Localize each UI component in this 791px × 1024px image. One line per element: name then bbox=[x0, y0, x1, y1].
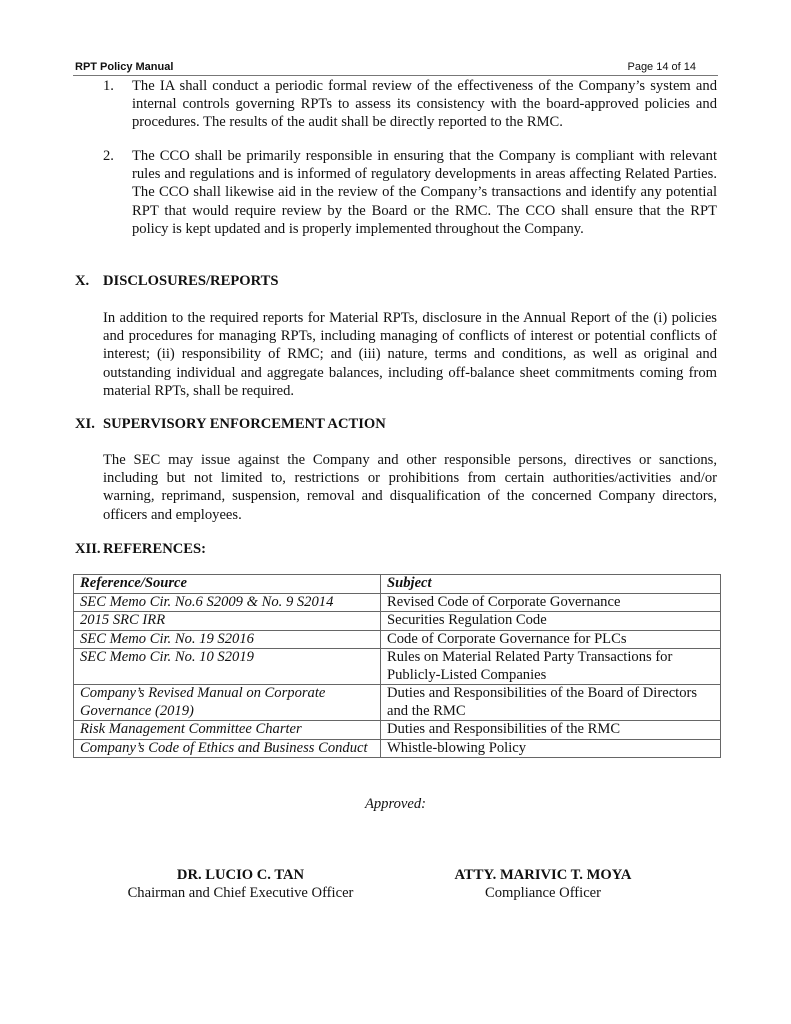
table-row bbox=[74, 630, 721, 649]
numbered-item bbox=[103, 147, 717, 238]
approved-label: Approved: bbox=[364, 796, 427, 812]
signatory-title: Compliance Officer bbox=[484, 885, 602, 901]
table-row bbox=[74, 612, 721, 631]
section-number: XII. bbox=[75, 541, 101, 557]
subject-cell: Rules on Material Related Party Transactions for Publicly-Listed Companies bbox=[381, 649, 721, 685]
section-title: SUPERVISORY ENFORCEMENT ACTION bbox=[103, 416, 386, 432]
reference-cell: Risk Management Committee Charter bbox=[74, 721, 381, 740]
column-header-subject: Subject bbox=[381, 575, 721, 594]
document-title: RPT Policy Manual bbox=[75, 61, 174, 73]
item-text: The IA shall conduct a periodic formal review of the effectiveness of the Company’s system and internal controls governing RPTs to assess its consistency with the board-approved policies and procedures. The results of the audit shall be directly reported to the RMC. bbox=[132, 78, 717, 131]
subject-cell: Revised Code of Corporate Governance bbox=[381, 593, 721, 612]
item-text: The CCO shall be primarily responsible in ensuring that the Company is compliant with relevant rules and regulations and is informed of regulatory developments in areas affecting Related Parties. The CCO shall likewise aid in the review of the Company’s transactions and identify any potential RPT that would require review by the Board or the RMC. The CCO shall ensure that the RPT policy is kept updated and is properly implemented throughout the Company. bbox=[132, 148, 717, 237]
section-heading-enforcement bbox=[75, 415, 386, 433]
subject-cell: Whistle-blowing Policy bbox=[381, 739, 721, 758]
subject-cell: Duties and Responsibilities of the Board of Directors and the RMC bbox=[381, 685, 721, 721]
table-row bbox=[74, 685, 721, 721]
reference-cell: 2015 SRC IRR bbox=[74, 612, 381, 631]
reference-cell: Company’s Code of Ethics and Business Conduct bbox=[74, 739, 381, 758]
signatory-block bbox=[118, 866, 363, 902]
reference-cell: SEC Memo Cir. No.6 S2009 & No. 9 S2014 bbox=[74, 593, 381, 612]
section-number: X. bbox=[75, 273, 90, 289]
reference-cell: SEC Memo Cir. No. 19 S2016 bbox=[74, 630, 381, 649]
signatory-title: Chairman and Chief Executive Officer bbox=[127, 885, 354, 901]
subject-cell: Code of Corporate Governance for PLCs bbox=[381, 630, 721, 649]
section-number: XI. bbox=[75, 416, 95, 432]
subject-cell: Securities Regulation Code bbox=[381, 612, 721, 631]
signatory-name: DR. LUCIO C. TAN bbox=[176, 867, 305, 883]
references-table bbox=[73, 574, 721, 758]
section-title: DISCLOSURES/REPORTS bbox=[103, 273, 279, 289]
section-heading-disclosures bbox=[75, 272, 278, 290]
page-number: Page 14 of 14 bbox=[627, 61, 696, 73]
subject-cell: Duties and Responsibilities of the RMC bbox=[381, 721, 721, 740]
section-body-disclosures: In addition to the required reports for Material RPTs, disclosure in the Annual Report of the (i) policies and procedures for managing RPTs, including managing of conflicts of interest or potential conflicts of interest; (ii) responsibility of RMC; and (iii) nature, terms and conditions, as well as original and outstanding individual and aggregate balances, including off-balance sheet commitments coming from material RPTs, shall be required. bbox=[103, 310, 717, 399]
reference-cell: Company’s Revised Manual on Corporate Governance (2019) bbox=[74, 685, 381, 721]
section-body-enforcement: The SEC may issue against the Company and other responsible persons, directives or sanctions, including but not limited to, restrictions or prohibitions from certain authorities/activities and/or warning, reprimand, suspension, removal and disqualification of the concerned Company directors, officers and employees. bbox=[103, 452, 717, 523]
table-row bbox=[74, 721, 721, 740]
item-number: 1. bbox=[103, 78, 114, 94]
column-header-reference: Reference/Source bbox=[74, 575, 381, 594]
page-header bbox=[73, 60, 718, 76]
table-row bbox=[74, 649, 721, 685]
table-row bbox=[74, 739, 721, 758]
reference-cell: SEC Memo Cir. No. 10 S2019 bbox=[74, 649, 381, 685]
table-header-row bbox=[74, 575, 721, 594]
section-title: REFERENCES: bbox=[103, 541, 206, 557]
signatory-name: ATTY. MARIVIC T. MOYA bbox=[454, 867, 632, 883]
item-number: 2. bbox=[103, 148, 114, 164]
section-heading-references bbox=[75, 540, 206, 558]
table-row bbox=[74, 593, 721, 612]
signatory-block bbox=[438, 866, 648, 902]
numbered-item bbox=[103, 77, 717, 132]
